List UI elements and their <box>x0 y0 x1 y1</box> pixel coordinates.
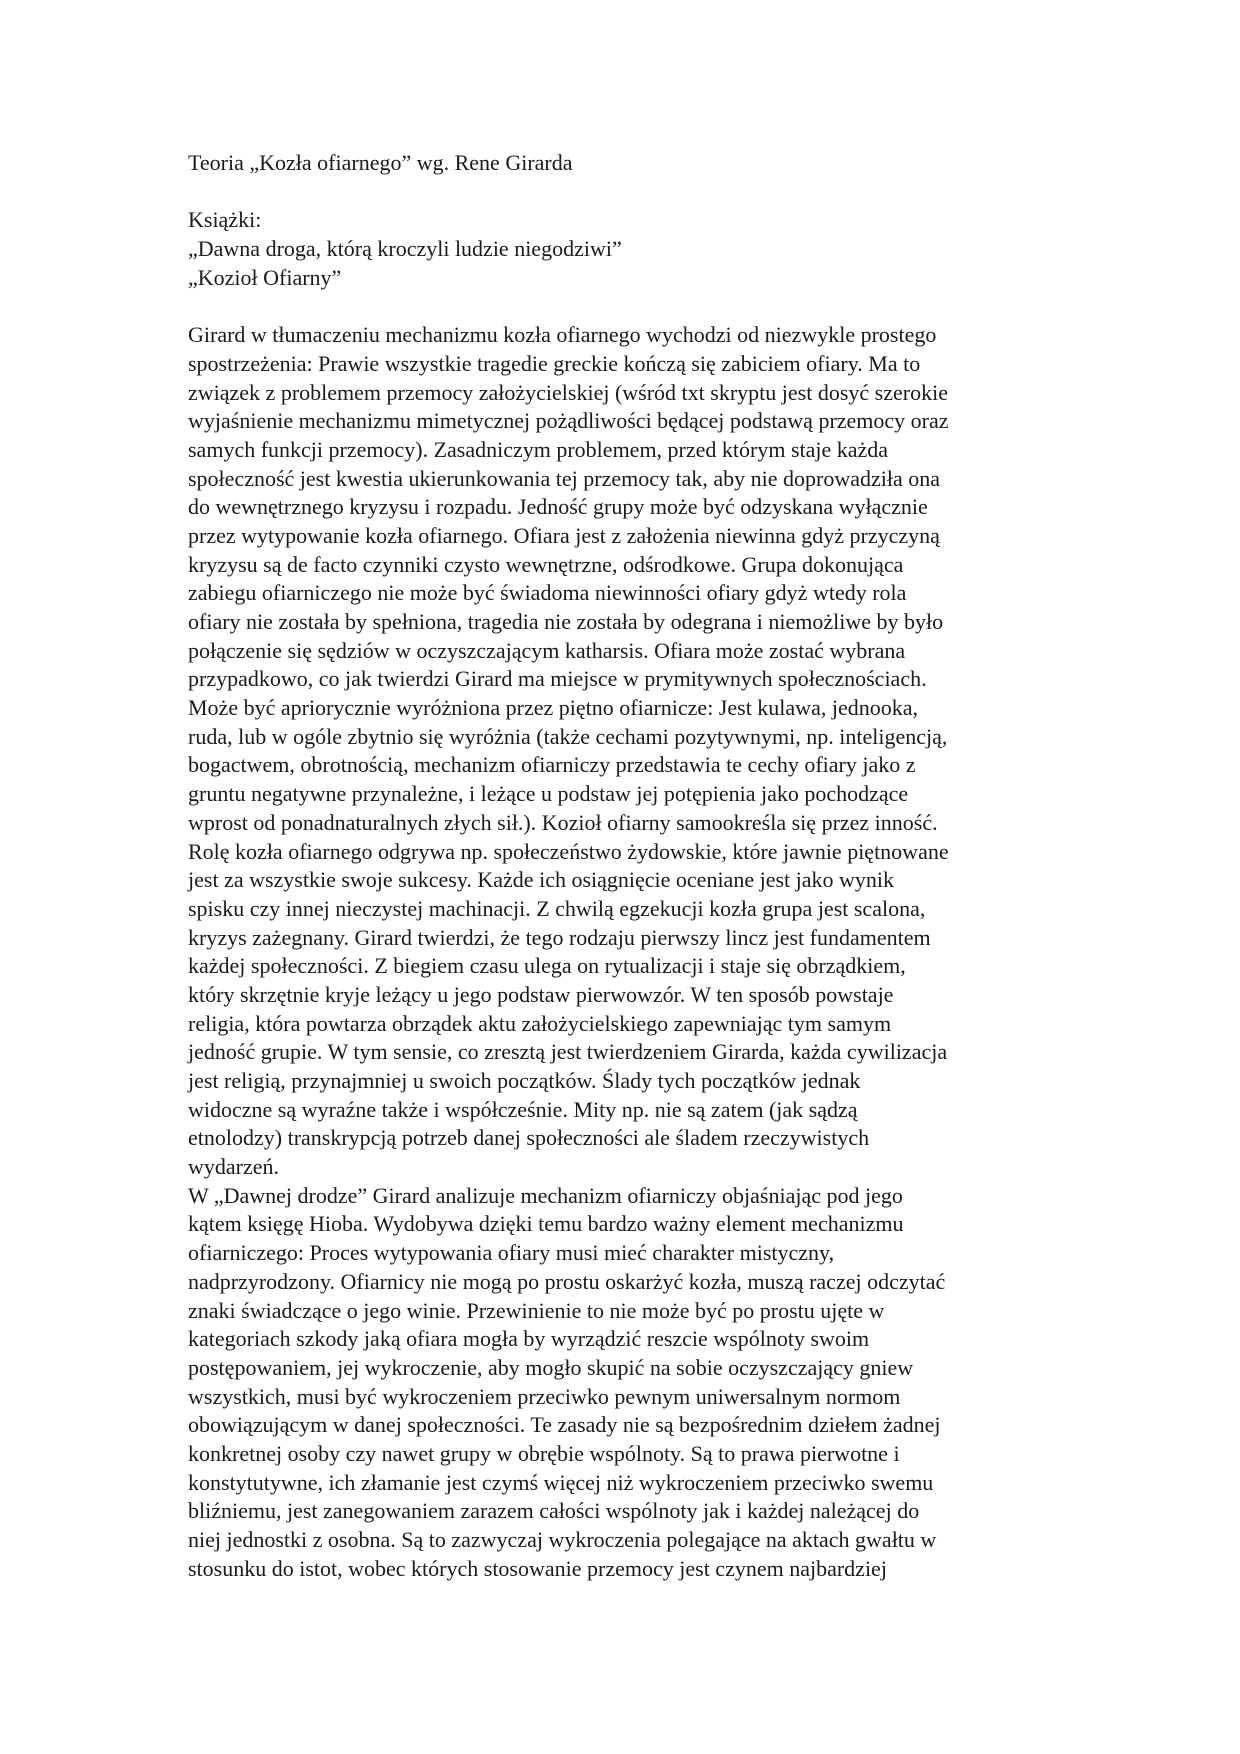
body-line: kryzys zażegnany. Girard twierdzi, że tego rodzaju pierwszy lincz jest fundamentem <box>188 924 931 950</box>
body-line: konkretnej osoby czy nawet grupy w obrębie wspólnoty. Są to prawa pierwotne i <box>188 1440 900 1466</box>
blank-line <box>188 178 1068 207</box>
body-line: kategoriach szkody jaką ofiara mogła by wyrządzić reszcie wspólnoty swoim <box>188 1326 870 1352</box>
body-line: ofiarniczego: Proces wytypowania ofiary musi mieć charakter mistyczny, <box>188 1240 835 1266</box>
body-line: gruntu negatywne przynależne, i leżące u podstaw jej potępienia jako pochodzące <box>188 781 909 807</box>
body-line: Może być apriorycznie wyróżniona przez piętno ofiarnicze: Jest kulawa, jednooka, <box>188 695 918 721</box>
book-title-2: „Kozioł Ofiarny” <box>188 264 342 290</box>
body-line: religia, która powtarza obrządek aktu założycielskiego zapewniając tym samym <box>188 1010 892 1036</box>
body-line: widoczne są wyraźne także i współcześnie. Mity np. nie są zatem (jak sądzą <box>188 1096 858 1122</box>
body-line: wszystkich, musi być wykroczeniem przeciwko pewnym uniwersalnym normom <box>188 1383 901 1409</box>
body-line: nadprzyrodzony. Ofiarnicy nie mogą po prostu oskarżyć kozła, muszą raczej odczytać <box>188 1268 946 1294</box>
body-line: obowiązującym w danej społeczności. Te zasady nie są bezpośrednim dziełem żadnej <box>188 1412 941 1438</box>
body-line: zabiegu ofiarniczego nie może być świadoma niewinności ofiary gdyż wtedy rola <box>188 580 907 606</box>
body-line: W „Dawnej drodze” Girard analizuje mechanizm ofiarniczy objaśniając pod jego <box>188 1182 903 1208</box>
body-line: przypadkowo, co jak twierdzi Girard ma miejsce w prymitywnych społecznościach. <box>188 666 927 692</box>
document-title: Teoria „Kozła ofiarnego” wg. Rene Girarda <box>188 150 573 175</box>
body-line: związek z problemem przemocy założycielskiej (wśród txt skryptu jest dosyć szerokie <box>188 379 948 405</box>
body-line: każdej społeczności. Z biegiem czasu ulega on rytualizacji i staje się obrządkiem, <box>188 953 906 979</box>
body-line: przez wytypowanie kozła ofiarnego. Ofiara jest z założenia niewinna gdyż przyczyną <box>188 522 940 548</box>
body-line: postępowaniem, jej wykroczenie, aby mogło skupić na sobie oczyszczający gniew <box>188 1354 914 1380</box>
body-line: etnolodzy) transkrypcją potrzeb danej społeczności ale śladem rzeczywistych <box>188 1125 870 1151</box>
body-text <box>188 321 1068 1583</box>
body-line: Rolę kozła ofiarnego odgrywa np. społeczeństwo żydowskie, które jawnie piętnowane <box>188 838 949 864</box>
body-line: ofiary nie została by spełniona, tragedia nie została by odegrana i niemożliwe by było <box>188 609 944 634</box>
body-line: stosunku do istot, wobec których stosowanie przemocy jest czynem najbardziej <box>188 1555 887 1581</box>
body-line: który skrzętnie kryje leżący u jego podstaw pierwowzór. W ten sposób powstaje <box>188 981 894 1007</box>
body-line: jest za wszystkie swoje sukcesy. Każde ich osiągnięcie oceniane jest jako wynik <box>188 867 895 893</box>
body-line: bliźniemu, jest zanegowaniem zarazem całości wspólnoty jak i każdej należącej do <box>188 1498 920 1524</box>
body-line: połączenie się sędziów w oczyszczającym katharsis. Ofiara może zostać wybrana <box>188 637 906 663</box>
books-label: Książki: <box>188 207 262 233</box>
body-line: niej jednostki z osobna. Są to zazwyczaj wykroczenia polegające na aktach gwałtu w <box>188 1527 937 1552</box>
body-line: samych funkcji przemocy). Zasadniczym problemem, przed którym staje każda <box>188 436 889 462</box>
body-line: znaki świadczące o jego winie. Przewinienie to nie może być po prostu ujęte w <box>188 1297 885 1323</box>
body-line: wydarzeń. <box>188 1154 280 1180</box>
body-line: kątem księgę Hioba. Wydobywa dzięki temu bardzo ważny element mechanizmu <box>188 1211 904 1237</box>
body-line: jest religią, przynajmniej u swoich początków. Ślady tych początków jednak <box>188 1068 861 1093</box>
body-line: konstytutywne, ich złamanie jest czymś więcej niż wykroczeniem przeciwko swemu <box>188 1469 934 1495</box>
body-line: wyjaśnienie mechanizmu mimetycznej pożądliwości będącej podstawą przemocy oraz <box>188 408 949 434</box>
blank-line <box>188 292 1068 321</box>
body-line: spostrzeżenia: Prawie wszystkie tragedie greckie kończą się zabiciem ofiary. Ma to <box>188 350 921 376</box>
body-line: ruda, lub w ogóle zbytnio się wyróżnia (także cechami pozytywnymi, np. inteligencją, <box>188 723 948 749</box>
body-line: do wewnętrznego kryzysu i rozpadu. Jedność grupy może być odzyskana wyłącznie <box>188 494 928 520</box>
body-line: bogactwem, obrotnością, mechanizm ofiarniczy przedstawia te cechy ofiary jako z <box>188 752 916 778</box>
document-body <box>188 149 1068 1583</box>
body-line: społeczność jest kwestia ukierunkowania tej przemocy tak, aby nie doprowadziła ona <box>188 465 941 491</box>
body-line: jedność grupie. W tym sensie, co zresztą jest twierdzeniem Girarda, każda cywilizacja <box>188 1039 948 1065</box>
body-line: kryzysu są de facto czynniki czysto wewnętrzne, odśrodkowe. Grupa dokonująca <box>188 551 904 577</box>
body-line: wprost od ponadnaturalnych złych sił.). Kozioł ofiarny samookreśla się przez inność. <box>188 809 938 835</box>
body-line: Girard w tłumaczeniu mechanizmu kozła ofiarnego wychodzi od niezwykle prostego <box>188 322 937 348</box>
book-title-1: „Dawna droga, którą kroczyli ludzie niegodziwi” <box>188 236 622 262</box>
body-line: spisku czy innej nieczystej machinacji. Z chwilą egzekucji kozła grupa jest scalona, <box>188 895 926 921</box>
